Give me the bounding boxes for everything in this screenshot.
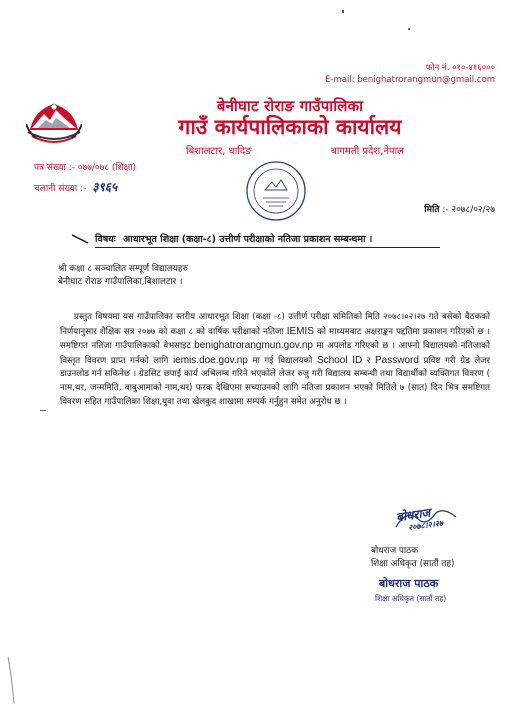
letter-date — [424, 202, 495, 215]
org-name: बेनीघाट रोराङ गाउँपालिका — [216, 97, 364, 115]
nepal-emblem-icon — [26, 94, 82, 146]
date-value: :- २०७८/०२/२७ — [442, 205, 495, 215]
letter-number: पत्र संख्या :- ०७७/०७८ (शिक्षा) — [34, 163, 137, 173]
signatory-name: बोधराज पाठक — [371, 546, 419, 556]
handwritten-signature-date: २०७८।२।२७ — [407, 517, 444, 533]
subject-arrow — [70, 230, 90, 242]
password-text: Password — [375, 354, 419, 366]
officer-stamp — [371, 576, 463, 604]
province: बागमती प्रदेश,नेपाल — [331, 146, 404, 157]
subject-line — [95, 232, 372, 245]
recipient-line-2: बेनीघाट रोराङ गाउँपालिका,बिशालटार । — [58, 277, 183, 287]
dispatch-label: चलानी संख्या :- — [34, 184, 87, 194]
paper-speck — [342, 10, 344, 13]
signatory-block — [371, 545, 454, 571]
office-seal-stamp — [245, 160, 307, 222]
dispatch-number: ३९६५ — [92, 180, 118, 194]
location: बिशालटार, धादिङ — [186, 146, 252, 157]
recipient-line-1: श्री कक्षा ८ सञ्चालित सम्पूर्ण विद्यालयहरु — [58, 264, 188, 274]
body-text-6: प्रविष्ट गरी ग्रेड लेजर डाउनलोड गर्न सकिनेछ । ग्रेडसिट छपाई कार्य अभिलम्ब गरिने भएकोले लेजर रुजु गरी विद्यालय सम्बन्धी तथा विद्यार्थीको व्यक्तिगत विवरण ( नाम,थर, जन्ममिति, बाबुआमाको नाम,थर) फरक देखिएमा सच्याउनको लागि नतिजा प्रकाशन भएको मितिले ७ (सात) दिन भित्र समष्टिगत विवरण सहित गाउँपालिका शिक्षा,युवा तथा खेलकुद शाखामा सम्पर्क गर्नुहुन समेत अनुरोध छ । — [60, 355, 491, 407]
body-text-4: मा गई विद्यालयको — [252, 355, 313, 366]
phone-number: फोन नं. ०१०-४१६००० — [425, 63, 495, 73]
subject-label: विषयः — [95, 234, 116, 245]
signature-strokes — [392, 505, 462, 535]
scan-edge-mark — [6, 655, 16, 705]
subject-underline — [95, 247, 440, 248]
website-text: benighatrorangmun.gov.np — [194, 340, 313, 352]
margin-mark — [40, 410, 46, 411]
recipient-block — [58, 263, 188, 289]
school-id-text: School ID — [317, 354, 363, 366]
contact-info — [325, 62, 495, 86]
body-paragraph — [60, 311, 490, 409]
stamp-title: शिक्षा अधिकृत (सातौं तह) — [375, 594, 447, 603]
email-address: E-mail: benighatrorangmun@gmail.com — [325, 75, 495, 85]
body-text-1: प्रस्तुत विषयमा यस गाउँपालिका स्तरीय आधारभूत शिक्षा (कक्षा -८) उत्तीर्ण परीक्षा समितिको मिति २०७८।०२।२७ गते बसेको बैठकको निर्णयानुसार शैक्षिक सत्र २०७७ को कक्षा ८ को वार्षिक परीक्षाको नतिजा — [60, 312, 490, 337]
body-text-3: मा अपलोड गरिएको छ । आफ्नो विद्यालयको नतिजाको विस्तृत विवरण प्राप्त गर्नको लागि — [60, 341, 490, 366]
date-label: मिति — [424, 205, 440, 215]
dispatch-row — [34, 178, 117, 195]
handwritten-signature: बोधराज — [395, 505, 432, 525]
iemis-url-text: iemis.doe.gov.np — [172, 354, 248, 366]
iemis-text: IEMIS — [286, 325, 314, 337]
paper-speck — [408, 28, 410, 30]
body-text-2: को माध्यमबाट अक्षराङ्कन पद्दतिमा प्रकाशन गरिएको छ । समष्टिगत नतिजा गाउँपालिकाको वेभसाइट — [60, 326, 491, 352]
subject-text: आधारभूत शिक्षा (कक्षा-८) उत्तीर्ण परीक्षाको नतिजा प्रकाशन सम्बन्धमा । — [122, 234, 373, 245]
office-name: गाउँ कार्यपालिकाको कार्यालय — [178, 115, 402, 139]
body-text-5: र — [366, 355, 371, 366]
signatory-title: शिक्षा अधिकृत (सातौं तह) — [371, 559, 455, 569]
stamp-name: बोधराज पाठक — [379, 577, 439, 590]
